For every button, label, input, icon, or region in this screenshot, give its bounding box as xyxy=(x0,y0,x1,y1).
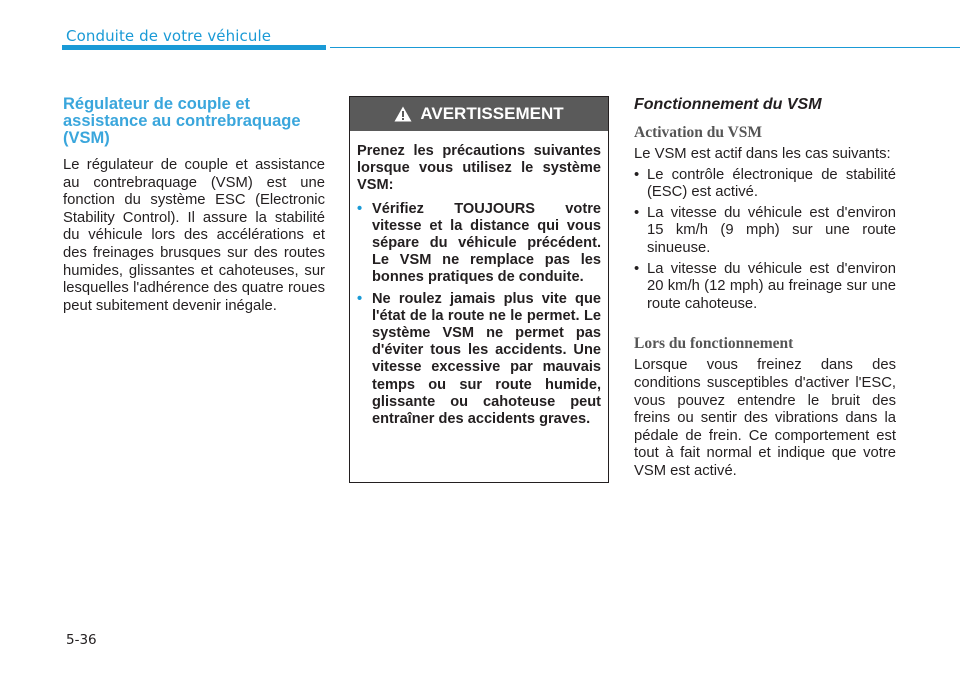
warning-box xyxy=(349,96,609,483)
warning-header xyxy=(350,97,608,131)
intro-paragraph: Le régulateur de couple et assistance au contrebraquage (VSM) est une fonction du système ESC (Electronic Stability Control). Il assure la stabilité du véhicule lors des accélérations et des freinages brusques sur des routes humides, glissantes et cahoteuses, sur lesquelles l'adhérence des quatre roues peut subitement devenir inégale. xyxy=(63,157,325,314)
bullet-dot: • xyxy=(634,204,640,221)
page-number: 5-36 xyxy=(66,632,97,648)
bullet-dot: • xyxy=(357,200,363,217)
activation-item xyxy=(634,261,896,314)
section-title: Régulateur de couple et assistance au contrebraquage (VSM) xyxy=(63,95,301,147)
header-rule xyxy=(330,47,960,48)
left-column xyxy=(63,96,325,315)
activation-item-text: La vitesse du véhicule est d'environ 20 km/h (12 mph) au freinage sur une route cahoteuse. xyxy=(647,260,896,312)
operation-heading: Lors du fonctionnement xyxy=(634,335,794,353)
warning-item xyxy=(357,291,601,429)
activation-heading: Activation du VSM xyxy=(634,124,763,141)
header-accent-bar xyxy=(62,45,326,50)
warning-item-text: Ne roulez jamais plus vite que l'état de la route ne le permet. Le système VSM ne permet pas d'éviter tous les accidents. Une vitesse excessive par mauvais temps ou sur route humide, glissante ou cahoteuse peut entraîner des accidents graves. xyxy=(372,290,601,428)
section-header-title: Conduite de votre véhicule xyxy=(66,27,272,45)
warning-item xyxy=(357,201,601,287)
activation-item-text: La vitesse du véhicule est d'environ 15 km/h (9 mph) sur une route sinueuse. xyxy=(647,204,896,256)
activation-item xyxy=(634,205,896,258)
bullet-dot: • xyxy=(634,166,640,183)
activation-item-text: Le contrôle électronique de stabilité (ESC) est activé. xyxy=(647,166,896,201)
warning-heading: AVERTISSEMENT xyxy=(420,104,564,123)
subsection-title: Fonctionnement du VSM xyxy=(634,96,822,113)
warning-intro: Prenez les précautions suivantes lorsque vous utilisez le système VSM: xyxy=(357,143,601,194)
activation-item xyxy=(634,167,896,202)
activation-intro: Le VSM est actif dans les cas suivants: xyxy=(634,146,891,162)
warning-body xyxy=(350,131,608,428)
bullet-dot: • xyxy=(357,290,363,307)
warning-item-text: Vérifiez TOUJOURS votre vitesse et la distance qui vous sépare du véhicule précédent. Le VSM ne remplace pas les bonnes pratiques de conduite. xyxy=(372,200,601,286)
right-column xyxy=(634,96,896,481)
warning-triangle-icon xyxy=(394,106,412,122)
operation-paragraph: Lorsque vous freinez dans des conditions susceptibles d'activer l'ESC, vous pouvez entendre le bruit des freins ou sentir des vibrations dans la pédale de frein. Ce comportement est tout à fait normal et indique que votre VSM est activé. xyxy=(634,357,896,479)
bullet-dot: • xyxy=(634,260,640,277)
